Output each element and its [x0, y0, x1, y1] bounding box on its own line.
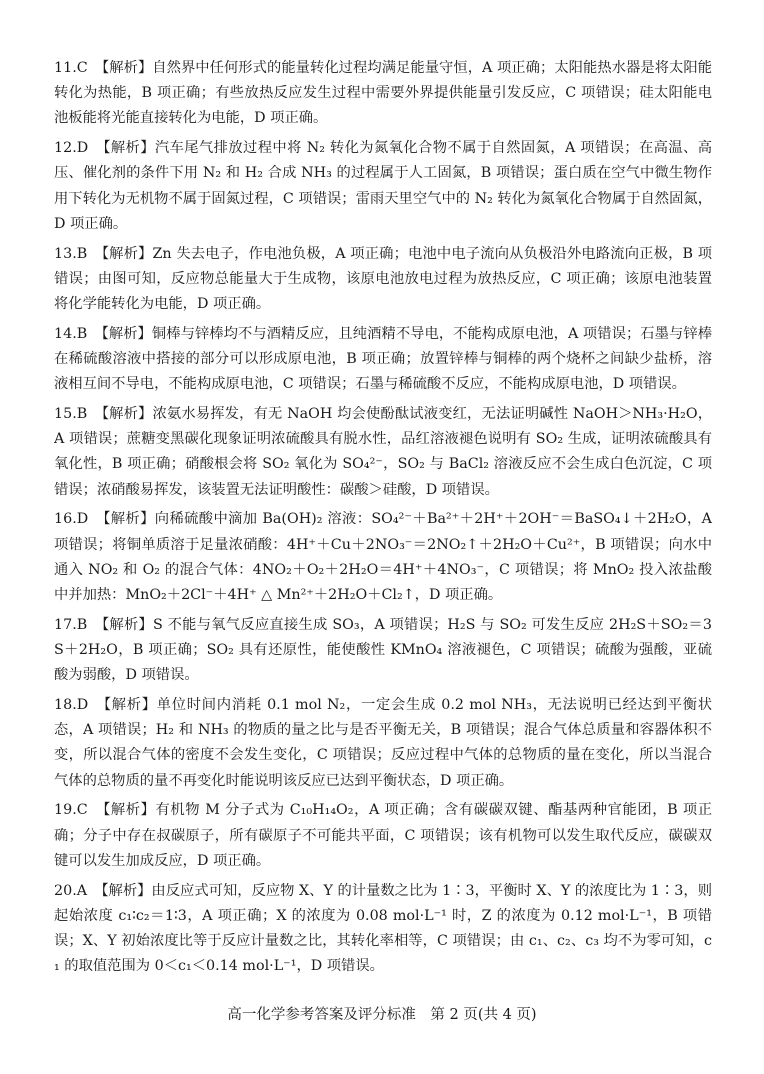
answer-explanation: 【解析】有机物 M 分子式为 C₁₀H₁₄O₂，A 项正确；含有碳碳双键、酯基两种官能团，B 项正确；分子中存在叔碳原子，所有碳原子不可能共平面，C 项错误；该有机物可以发生取代反应，碳碳双键可以发生加成反应，D 项正确。 — [54, 802, 712, 869]
answer-number: 15.B — [54, 406, 88, 423]
answer-number: 20.A — [54, 882, 88, 899]
answer-number: 16.D — [54, 511, 89, 528]
answer-item-19 — [54, 798, 712, 874]
answer-explanation: 【解析】浓氨水易挥发，有无 NaOH 均会使酚酞试液变红，无法证明碱性 NaOH＞NH₃·H₂O，A 项错误；蔗糖变黑碳化现象证明浓硫酸具有脱水性，品红溶液褪色说明有 SO₂ 生成，证明浓硫酸具有氧化性，B 项正确；硝酸根会将 SO₂ 氧化为 SO₄²⁻，SO₂ 与 BaCl₂ 溶液反应不会生成白色沉淀，C 项错误；浓硝酸易挥发，该装置无法证明酸性：碳酸＞硅酸，D 项错误。 — [54, 406, 712, 498]
answer-item-20 — [54, 879, 712, 980]
answer-item-17 — [54, 613, 712, 689]
answer-item-16 — [54, 507, 712, 608]
answer-number: 17.B — [54, 616, 88, 633]
page-footer: 高一化学参考答案及评分标准 第 2 页(共 4 页) — [227, 1007, 537, 1023]
answer-explanation: 【解析】Zn 失去电子，作电池负极，A 项正确；电池中电子流向从负极沿外电路流向正极，B 项错误；由图可知，反应物总能量大于生成物，该原电池放电过程为放热反应，C 项正确；该原电池装置将化学能转化为电能，D 项正确。 — [54, 245, 713, 313]
answer-number: 12.D — [54, 140, 89, 157]
answer-item-14 — [54, 322, 712, 398]
answer-explanation: 【解析】单位时间内消耗 0.1 mol N₂，一定会生成 0.2 mol NH₃，无法说明已经达到平衡状态，A 项错误；H₂ 和 NH₃ 的物质的量之比与是否平衡无关，B 项错误；混合气体总质量和容器体积不变，所以混合气体的密度不会发生变化，C 项错误；反应过程中气体的总物质的量在变化，所以当混合气体的总物质的量不再变化时能说明该反应已达到平衡状态，D 项正确。 — [54, 697, 713, 789]
answer-number: 14.B — [54, 325, 88, 342]
answer-number: 18.D — [54, 697, 89, 714]
answer-item-15 — [54, 402, 712, 503]
answer-explanation: 【解析】向稀硫酸中滴加 Ba(OH)₂ 溶液：SO₄²⁻＋Ba²⁺＋2H⁺＋2OH⁻＝BaSO₄↓＋2H₂O，A 项错误；将铜单质溶于足量浓硝酸：4H⁺＋Cu＋2NO₃⁻＝2NO₂↑＋2H₂O＋Cu²⁺，B 项错误；向水中通入 NO₂ 和 O₂ 的混合气体：4NO₂＋O₂＋2H₂O＝4H⁺＋4NO₃⁻，C 项错误；将 MnO₂ 投入浓盐酸中并加热：MnO₂＋2Cl⁻＋4H⁺ △ Mn²⁺＋2H₂O＋Cl₂↑，D 项正确。 — [54, 511, 713, 604]
answer-number: 11.C — [54, 60, 88, 76]
answer-explanation: 【解析】汽车尾气排放过程中将 N₂ 转化为氮氧化合物不属于自然固氮，A 项错误；在高温、高压、催化剂的条件下用 N₂ 和 H₂ 合成 NH₃ 的过程属于人工固氮，B 项错误；蛋白质在空气中微生物作用下转化为无机物不属于固氮过程，C 项错误；雷雨天里空气中的 N₂ 转化为氮氧化合物属于自然固氮，D 项正确。 — [54, 140, 713, 232]
answer-explanation: 【解析】由反应式可知，反应物 X、Y 的计量数之比为 1∶3，平衡时 X、Y 的浓度比为 1∶3，则起始浓度 c₁∶c₂＝1∶3，A 项正确；X 的浓度为 0.08 mol·L⁻¹ 时，Z 的浓度为 0.12 mol·L⁻¹，B 项错误；X、Y 初始浓度比等于反应计量数之比，其转化率相等，C 项错误；由 c₁、c₂、c₃ 均不为零可知，c₁ 的取值范围为 0＜c₁＜0.14 mol·L⁻¹，D 项错误。 — [54, 882, 713, 975]
answer-number: 13.B — [54, 245, 88, 262]
answer-explanation: 【解析】铜棒与锌棒均不与酒精反应，且纯酒精不导电，不能构成原电池，A 项错误；石墨与锌棒在稀硫酸溶液中搭接的部分可以形成原电池，B 项正确；放置锌棒与铜棒的两个烧杯之间缺少盐桥，溶液相互间不导电，不能构成原电池，C 项错误；石墨与稀硫酸不反应，不能构成原电池，D 项错误。 — [54, 325, 713, 393]
answer-explanation: 【解析】S 不能与氧气反应直接生成 SO₃，A 项错误；H₂S 与 SO₂ 可发生反应 2H₂S＋SO₂＝3S＋2H₂O，B 项正确；SO₂ 具有还原性，能使酸性 KMnO₄ 溶液褪色，C 项错误；硫酸为强酸，亚硫酸为弱酸，D 项错误。 — [54, 616, 712, 684]
answer-item-12 — [54, 136, 712, 237]
answer-item-13 — [54, 242, 712, 318]
answer-item-18 — [54, 693, 712, 794]
answer-number: 19.C — [54, 802, 88, 819]
answer-item-11 — [54, 56, 712, 132]
answer-explanation: 【解析】自然界中任何形式的能量转化过程均满足能量守恒，A 项正确；太阳能热水器是将太阳能转化为热能，B 项正确；有些放热反应发生过程中需要外界提供能量引发反应，C 项错误；硅太阳能电池板能将光能直接转化为电能，D 项正确。 — [54, 60, 713, 127]
